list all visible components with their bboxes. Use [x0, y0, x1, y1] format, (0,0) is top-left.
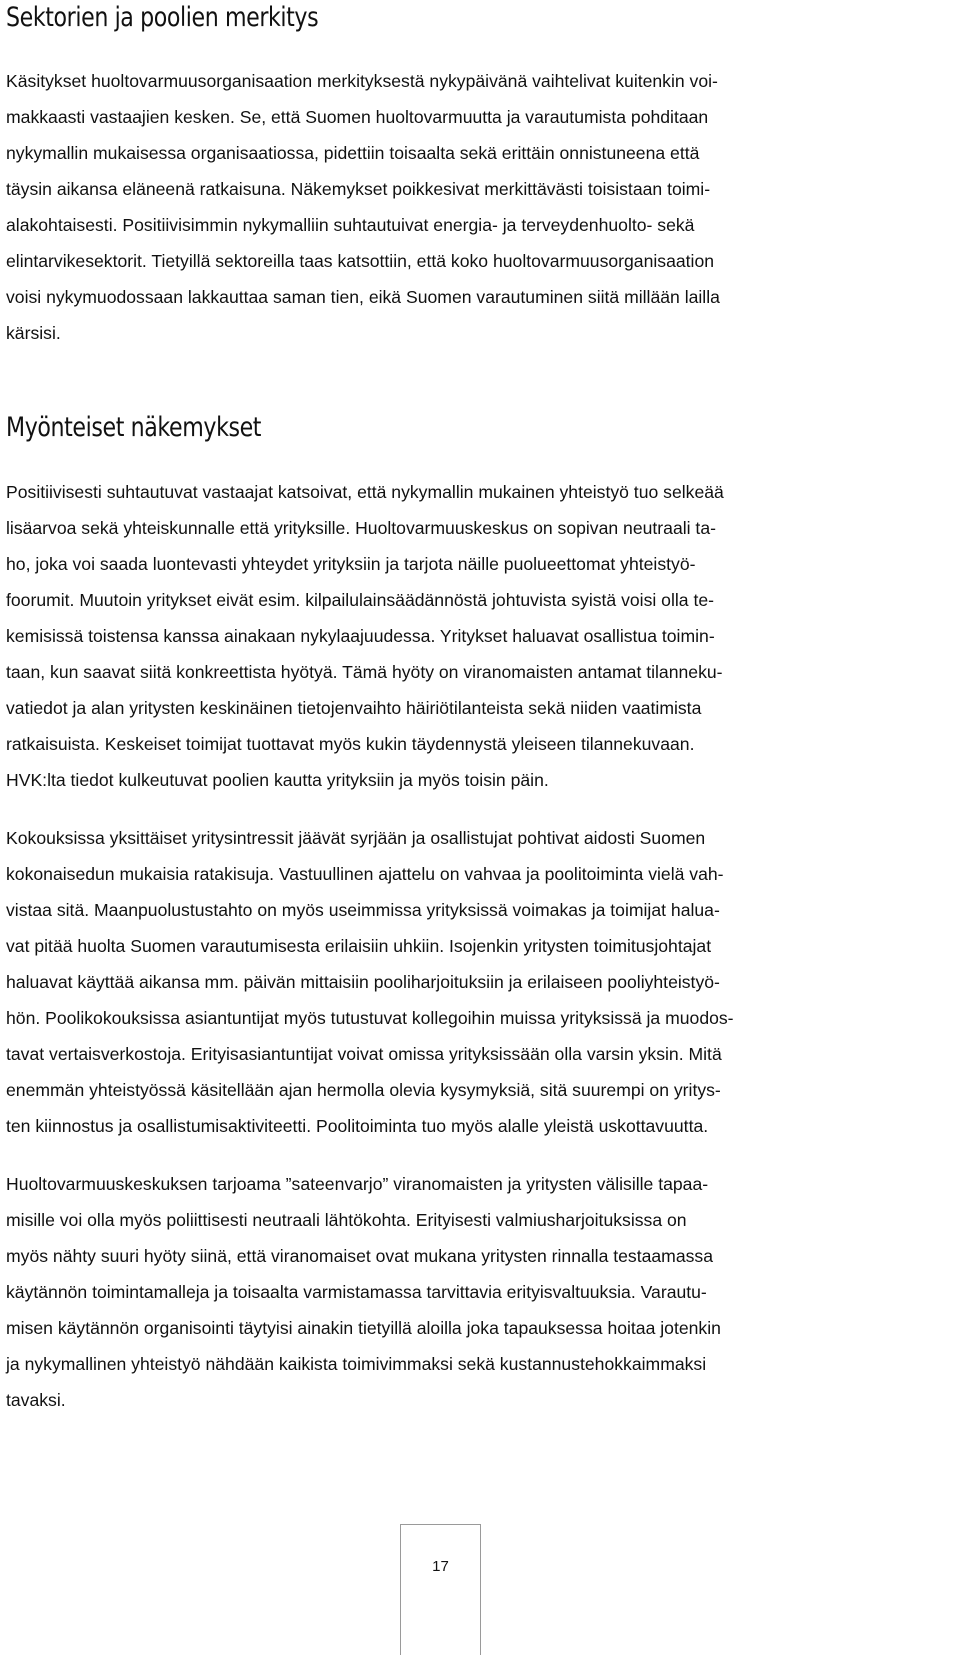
text-line: kemisissä toistensa kanssa ainakaan nykylaajuudessa. Yritykset haluavat osallistua toimin- — [6, 626, 715, 646]
text-line: tavaksi. — [6, 1390, 66, 1410]
text-line: Käsitykset huoltovarmuusorganisaation merkityksestä nykypäivänä vaihtelivat kuitenkin voi- — [6, 71, 718, 91]
text-line: elintarvikesektorit. Tietyillä sektoreilla taas katsottiin, että koko huoltovarmuusorganisaation — [6, 251, 715, 271]
text-line: Huoltovarmuuskeskuksen tarjoama ”sateenvarjo” viranomaisten ja yritysten välisille tapaa- — [6, 1174, 709, 1194]
text-line: enemmän yhteistyössä käsitellään ajan hermolla olevia kysymyksiä, sitä suurempi on yritys- — [6, 1080, 721, 1100]
text-line: taan, kun saavat siitä konkreettista hyötyä. Tämä hyöty on viranomaisten antamat tilanneku- — [6, 662, 723, 682]
text-line: hön. Poolikokouksissa asiantuntijat myös tutustuvat kollegoihin muissa yrityksissä ja muodos- — [6, 1008, 734, 1028]
text-line: ten kiinnostus ja osallistumisaktiviteetti. Poolitoiminta tuo myös alalle yleistä uskottavuutta. — [6, 1116, 709, 1136]
text-line: vat pitää huolta Suomen varautumisesta erilaisiin uhkiin. Isojenkin yritysten toimitusjohtajat — [6, 936, 712, 956]
text-line: lisäarvoa sekä yhteiskunnalle että yrityksille. Huoltovarmuuskeskus on sopivan neutraali ta- — [6, 518, 716, 538]
text-line: haluavat käyttää aikansa mm. päivän mittaisiin pooliharjoituksiin ja erilaiseen pooliyhteistyö- — [6, 972, 720, 992]
paragraph-positive-views-1 — [6, 474, 952, 798]
text-line: misille voi olla myös poliittisesti neutraali lähtökohta. Erityisesti valmiusharjoituksissa on — [6, 1210, 687, 1230]
text-line: kärsisi. — [6, 323, 61, 343]
text-line: täysin aikansa eläneenä ratkaisuna. Näkemykset poikkesivat merkittävästi toisistaan toimi- — [6, 179, 711, 199]
text-line: makkaasti vastaajien kesken. Se, että Suomen huoltovarmuutta ja varautumista pohditaan — [6, 107, 709, 127]
text-line: tavat vertaisverkostoja. Erityisasiantuntijat voivat omissa yrityksissään olla varsin yksin. Mitä — [6, 1044, 722, 1064]
text-line: Kokouksissa yksittäiset yritysintressit jäävät syrjään ja osallistujat pohtivat aidosti Suomen — [6, 828, 706, 848]
text-line: HVK:lta tiedot kulkeutuvat poolien kautta yrityksiin ja myös toisin päin. — [6, 770, 549, 790]
text-line: foorumit. Muutoin yritykset eivät esim. kilpailulainsäädännöstä johtuvista syistä voisi olla te- — [6, 590, 714, 610]
text-line: ratkaisuista. Keskeiset toimijat tuottavat myös kukin täydennystä yleiseen tilannekuvaan. — [6, 734, 695, 754]
text-line: kokonaisedun mukaisia ratakisuja. Vastuullinen ajattelu on vahvaa ja poolitoiminta vielä vah- — [6, 864, 724, 884]
page-number-box — [400, 1524, 481, 1655]
text-line: nykymallin mukaisessa organisaatiossa, pidettiin toisaalta sekä erittäin onnistuneena että — [6, 143, 700, 163]
text-line: ja nykymallinen yhteistyö nähdään kaikista toimivimmaksi sekä kustannustehokkaimmaksi — [6, 1354, 707, 1374]
paragraph-positive-views-2 — [6, 820, 952, 1144]
page-number: 17 — [432, 1558, 449, 1575]
text-line: vistaa sitä. Maanpuolustustahto on myös useimmissa yrityksissä voimakas ja toimijat halua- — [6, 900, 720, 920]
text-line: alakohtaisesti. Positiivisimmin nykymalliin suhtautuivat energia- ja terveydenhuolto- sekä — [6, 215, 695, 235]
paragraph-sectors — [6, 63, 952, 351]
text-line: misen käytännön organisointi täytyisi ainakin tietyillä aloilla joka tapauksessa hoitaa jotenkin — [6, 1318, 721, 1338]
text-line: myös nähty suuri hyöty siinä, että viranomaiset ovat mukana yritysten rinnalla testaamassa — [6, 1246, 714, 1266]
paragraph-positive-views-3 — [6, 1166, 952, 1418]
text-line: ho, joka voi saada luontevasti yhteydet yrityksiin ja tarjota näille puolueettomat yhteistyö- — [6, 554, 696, 574]
text-line: käytännön toimintamalleja ja toisaalta varmistamassa tarvittavia erityisvaltuuksia. Varautu- — [6, 1282, 707, 1302]
section-heading-sectors: Sektorien ja poolien merkitys — [6, 2, 319, 33]
text-line: voisi nykymuodossaan lakkauttaa saman tien, eikä Suomen varautuminen siitä millään lailla — [6, 287, 720, 307]
text-line: Positiivisesti suhtautuvat vastaajat katsoivat, että nykymallin mukainen yhteistyö tuo selkeää — [6, 482, 724, 502]
section-heading-positive-views: Myönteiset näkemykset — [6, 412, 262, 443]
text-line: vatiedot ja alan yritysten keskinäinen tietojenvaihto häiriötilanteista sekä niiden vaatimista — [6, 698, 702, 718]
